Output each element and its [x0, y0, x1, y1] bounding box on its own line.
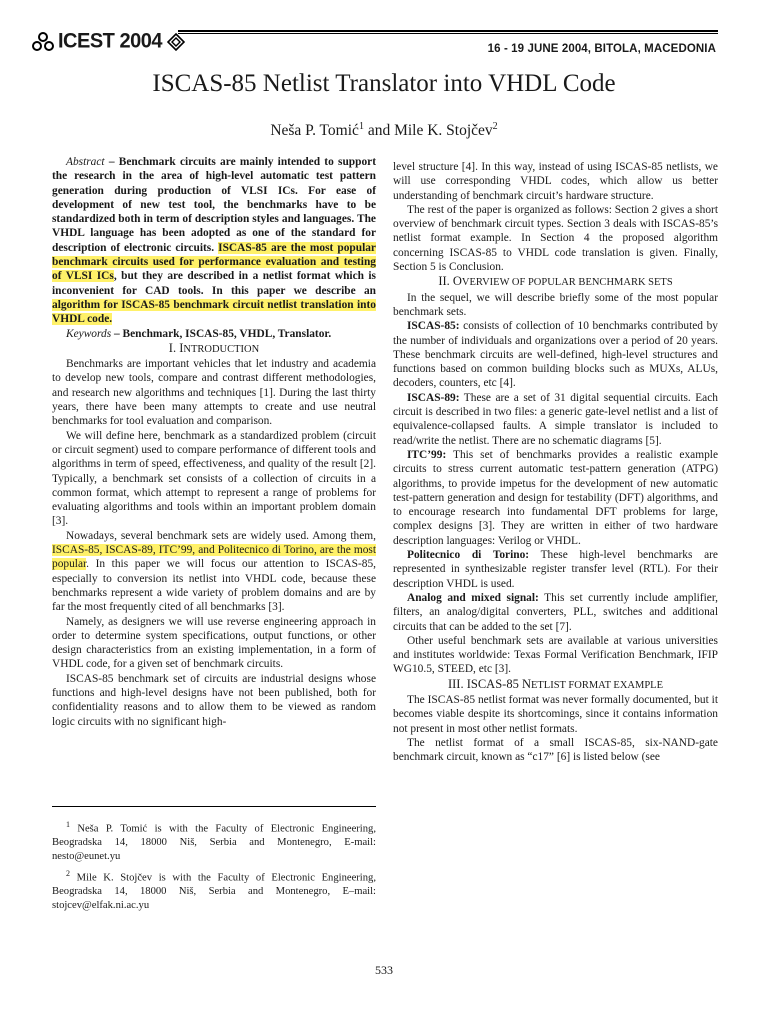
right-column	[393, 160, 718, 764]
intro-paragraph-1: Benchmarks are important vehicles that let industry and academia to develop new tools, compare and contrast different methodologies, and research new algorithms and techniques [1]. During the last thirty years, there have been many attempts to create and use neutral benchmarks for tool evaluation and comparison.	[52, 358, 376, 428]
other-benchmarks-paragraph: Other useful benchmark sets are available at various universities and institutes worldwide: Texas Formal Verification Benchmark, IFIP WG10.5, STEED, etc [3].	[393, 634, 718, 676]
abstract-text: Benchmark circuits are mainly intended to support the research in the area of high-level automatic test pattern generation during production of VLSI ICs. For ease of development of new test tool, the benchmarks have to be standardized both in term of description styles and languages. The VHDL language has been adopted as one of the standard for description of electronic circuits.	[52, 156, 377, 254]
paper-title: ISCAS-85 Netlist Translator into VHDL Code	[152, 70, 616, 97]
abstract: Abstract – Benchmark circuits are mainly intended to support the research in the area of high-level automatic test pattern generation during production of VLSI ICs. For ease of development of new test tool, the benchmarks have to be standardized both in term of description styles and languages. The VHDL language has been adopted as one of the standard for description of electronic circuits. ISCAS-85 are the most popular benchmark circuits used for performance evaluation and testing of VLSI ICs, but they are described in a netlist format which is inconvenient for CAD tools. In this paper we describe an algorithm for ISCAS-85 benchmark circuit netlist translation into VHDL code.	[52, 156, 377, 326]
intro-paragraph-5: ISCAS-85 benchmark set of circuits are industrial designs whose functions and high-level designs have not been published, both for confidentiality reasons and to allow them to be viewed as random logic circuits with no significant high-	[52, 672, 376, 728]
intro-continuation: level structure [4]. In this way, instead of using ISCAS-85 netlists, we will use corresponding VHDL codes, which allow us better understanding of benchmark circuit’s hardware structure.	[393, 161, 718, 202]
keywords-label: Keywords	[66, 327, 112, 340]
overview-intro: In the sequel, we will describe briefly some of the most popular benchmark sets.	[393, 291, 718, 318]
footnote-rule	[52, 806, 376, 807]
analog-mixed-paragraph: Analog and mixed signal: This set currently include amplifier, filters, an analog/digital converters, PLL, switches and additional circuits that can be added to the set [7].	[393, 591, 718, 633]
conference-date-location: 16 - 19 JUNE 2004, BITOLA, MACEDONIA	[487, 43, 716, 55]
footnote-1: $^1$ Neša P. Tomić is with the Faculty of Electronic Engineering, Beogradska 14, 18000 Niš, Serbia and Montenegro, E-mail: nesto@eunet.yu	[52, 820, 376, 862]
logo-diamond-icon	[167, 33, 185, 51]
logo-text: ICEST 2004	[58, 29, 162, 53]
iscas89-paragraph: ISCAS-89: These are a set of 31 digital sequential circuits. Each circuit is described in two files: a generic gate-level netlist and a list of equivalence-collapsed faults. A simple translator is included to read/write the netlist. There are no schematic diagrams [5].	[393, 391, 718, 447]
section-2-heading: II. OVERVIEW OF POPULAR BENCHMARK SETS	[438, 274, 673, 289]
keywords-text: – Benchmark, ISCAS-85, VHDL, Translator.	[111, 327, 332, 340]
page-number: 533	[375, 963, 393, 977]
conference-logo	[32, 30, 185, 53]
author-2: Mile K. Stojčev	[394, 122, 493, 140]
netlist-paragraph-2: The netlist format of a small ISCAS-85, six-NAND-gate benchmark circuit, known as “c17” [6] is listed below (see	[393, 736, 718, 764]
footnotes	[52, 818, 376, 916]
author-2-affiliation-mark: 2	[492, 121, 498, 132]
intro-highlight: ISCAS-85, ISCAS-89, ITC’99, and Politecnico di Torino, are the most popular	[52, 544, 376, 571]
header-rule-thin	[178, 33, 718, 34]
intro-paragraph-2: We will define here, benchmark as a standardized problem (circuit or circuit segment) used to compare performance of different tools and algorithms in term of speed, effectiveness, and quality of the result [2]. Typically, a benchmark set consists of a collection of circuits in a common format, which attempt to represent a range of problems for evaluating algorithms and tools within an important problem domain [3].	[52, 429, 376, 528]
keywords	[52, 327, 376, 341]
abstract-highlight-2: algorithm for ISCAS-85 benchmark circuit netlist translation into VHDL code.	[52, 298, 376, 326]
politecnico-paragraph: Politecnico di Torino: These high-level benchmarks are represented in synthesizable register transfer level (RTL). For their description VHDL is used.	[393, 549, 718, 590]
abstract-highlight-1: ISCAS-85 are the most popular benchmark circuits used for performance evaluation and testing of VLSI ICs	[52, 241, 376, 283]
left-column	[52, 155, 376, 729]
itc99-paragraph: ITC’99: This set of benchmarks provides a realistic example circuits to stress current automatic test-pattern generation (ATPG) algorithms, to provide impetus for the development of new automatic test-pattern generation and design for testability (DFT) algorithms, and to encourage research into fundamental DFT problems for large, complex designs [3]. They are written in either of two hardware description languages: Verilog or VHDL.	[393, 448, 718, 547]
header-rule	[178, 30, 718, 32]
paper-authors	[0, 121, 768, 140]
authors-conjunction: and	[363, 122, 395, 140]
paper-organization-paragraph: The rest of the paper is organized as follows: Section 2 gives a short overview of benchmark circuit types. Section 3 deals with ISCAS-85’s netlist format example. In Section 4 the proposed algorithm concerning ISCAS-85 to VHDL code translation is given. Finally, Section 5 is Conclusion.	[393, 203, 718, 274]
abstract-label: Abstract	[66, 156, 105, 168]
section-1-heading: I. INTRODUCTION	[168, 340, 260, 355]
intro-paragraph-4: Namely, as designers we will use reverse engineering approach in order to determine system specifications, output functions, or other design characteristics from an existing implementation, in a form of VHDL code, for a given set of benchmark circuits.	[52, 615, 376, 671]
section-3-heading: III. ISCAS-85 NETLIST FORMAT EXAMPLE	[447, 676, 664, 691]
author-1-affiliation-mark: 1	[358, 121, 364, 132]
author-1: Neša P. Tomić	[270, 122, 359, 140]
iscas85-paragraph: ISCAS-85: consists of collection of 10 benchmarks contributed by the number of individuals and organizations over a period of 20 years. These benchmark circuits are well-defined, high-level structures and functions based on common building blocks such as MUXs, ALUs, decoders, counters, etc [4].	[393, 320, 718, 390]
footnote-2: $^2$ Mile K. Stojčev is with the Faculty of Electronic Engineering, Beogradska 14, 18000 Niš, Serbia and Montenegro, E–mail: stojcev@elfak.ni.ac.yu	[52, 869, 376, 911]
logo-rings-icon	[32, 32, 54, 52]
netlist-paragraph-1: The ISCAS-85 netlist format was never formally documented, but it becomes viable despite its shortcomings, since it contains information not present in most other netlist formats.	[393, 693, 718, 735]
intro-paragraph-3: Nowadays, several benchmark sets are widely used. Among them, ISCAS-85, ISCAS-89, ITC’99, and Politecnico di Torino, are the most popular. In this paper we will focus our attention to ISCAS-85, especially to conversion its netlist into VHDL code, because these benchmarks represent a wide variety of problem domains and are by far the most frequently cited of all benchmarks [3].	[52, 529, 376, 614]
